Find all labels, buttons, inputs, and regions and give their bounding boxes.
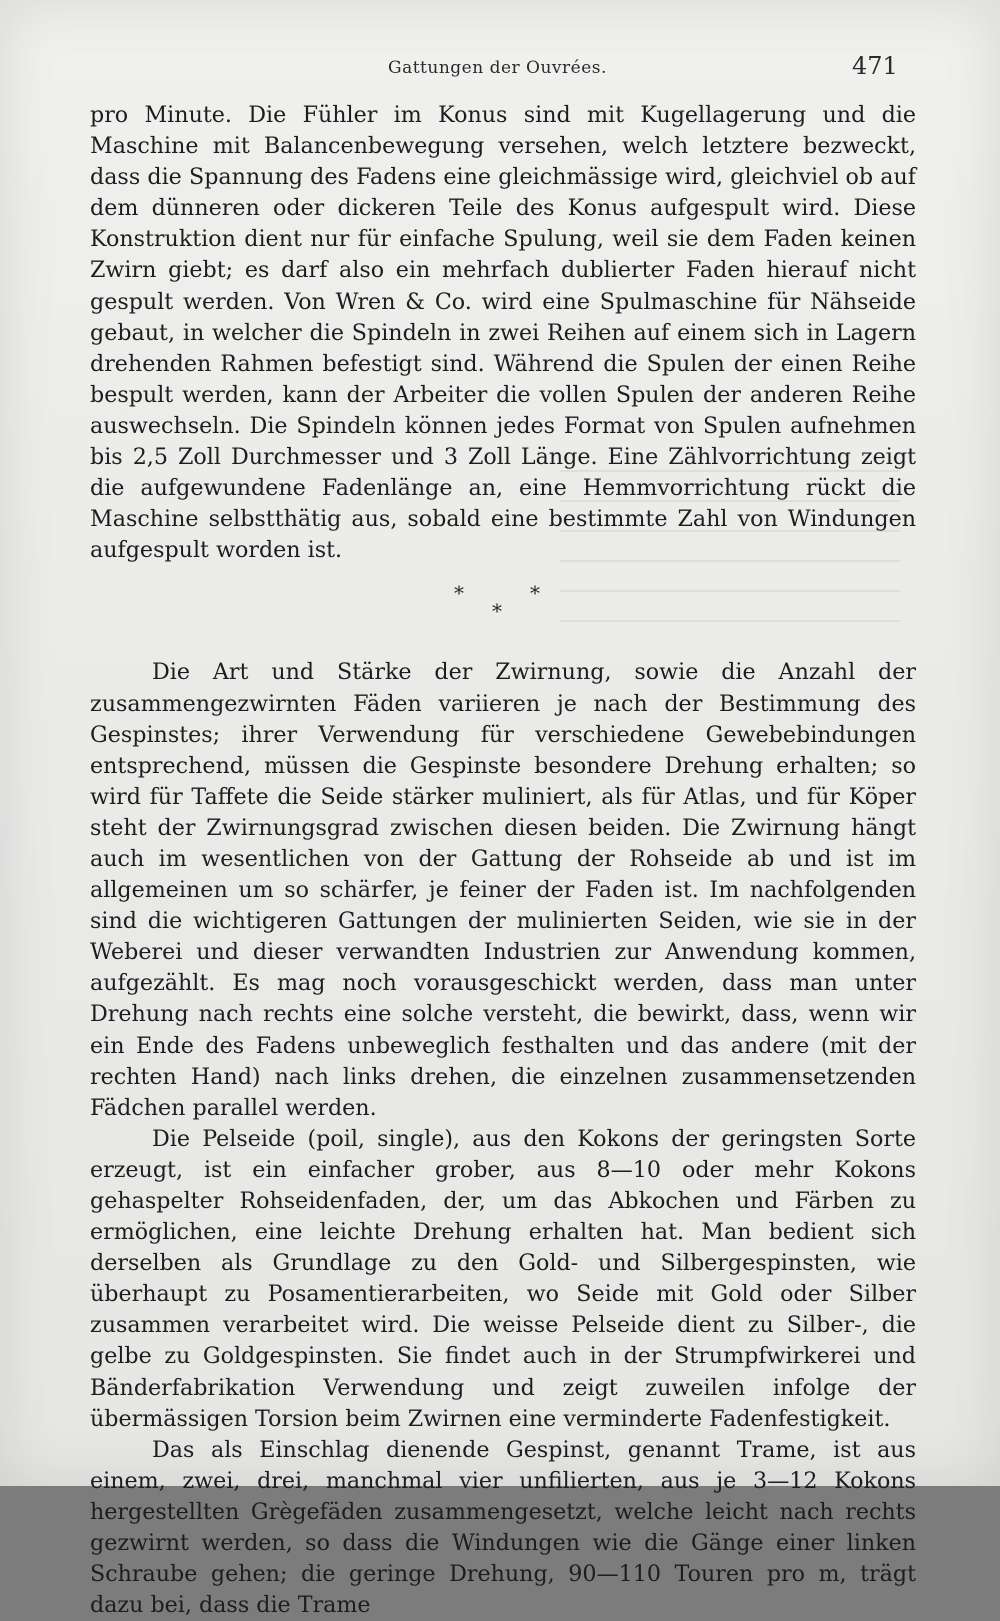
- asterism: [454, 578, 554, 638]
- paragraph-trame: Das als Einschlag dienende Gespinst, genannt Trame, ist aus einem, zwei, drei, manchmal vier unfilierten, aus je 3—12 Kokons hergestellten Grègefäden zusammengesetzt, welche leicht nach rechts gezwirnt werden, so dass die Windungen wie die Gänge einer linken Schraube gehen; die geringe Drehung, 90—110 Touren pro m, trägt dazu bei, dass die Trame: [90, 1436, 916, 1619]
- paragraph-twisting: Die Art und Stärke der Zwirnung, sowie die Anzahl der zusammengezwirnten Fäden variieren je nach der Bestimmung des Gespinstes; ihrer Verwendung für verschiedene Gewebebindungen entsprechend, müssen die Gespinste besondere Drehung erhalten; so wird für Taffete die Seide stärker muliniert, als für Atlas, und für Köper steht der Zwirnungsgrad zwischen diesen beiden. Die Zwirnung hängt auch im wesentlichen von der Gattung der Rohseide ab und ist im allgemeinen um so schärfer, je feiner der Faden ist. Im nachfolgenden sind die wichtigeren Gattungen der mulinierten Seiden, wie sie in der Weberei und dieser verwandten Industrien zur Anwendung kommen, aufgezählt. Es mag noch vorausgeschickt werden, dass man unter Drehung nach rechts eine solche versteht, die bewirkt, dass, wenn wir ein Ende des Fadens unbeweglich festhalten und das andere (mit der rechten Hand) nach links drehen, die einzelnen zusammensetzenden Fädchen parallel werden.: [90, 659, 916, 1121]
- page-number: 471: [852, 52, 898, 80]
- running-head: [0, 52, 1000, 88]
- running-title: Gattungen der Ouvrées.: [388, 58, 607, 78]
- paragraph-pelseide: Die Pelseide (poil, single), aus den Kokons der geringsten Sorte erzeugt, ist ein einfacher grober, aus 8—10 oder mehr Kokons gehaspelter Rohseidenfaden, der, um das Abkochen und Färben zu ermöglichen, eine leichte Drehung erhalten hat. Man bedient sich derselben als Grundlage zu den Gold- und Silbergespinsten, wie überhaupt zu Posamentierarbeiten, wo Seide mit Gold oder Silber zusammen verarbeitet wird. Die weisse Pelseide dient zu Silber-, die gelbe zu Goldgespinsten. Sie findet auch in der Strumpfwirkerei und Bänderfabrikation Verwendung und zeigt zuweilen infolge der übermässigen Torsion beim Zwirnen eine verminderte Fadenfestigkeit.: [90, 1125, 916, 1432]
- asterisk: *: [454, 581, 464, 606]
- body-text: [90, 100, 916, 1621]
- paragraph-continuation: pro Minute. Die Fühler im Konus sind mit Kugellagerung und die Maschine mit Balancenbewegung versehen, welch letztere bezweckt, dass die Spannung des Fadens eine gleichmässige wird, gleichviel ob auf dem dünneren oder dickeren Teile des Konus aufgespult wird. Diese Konstruktion dient nur für einfache Spulung, weil sie dem Faden keinen Zwirn giebt; es darf also ein mehrfach dublierter Faden hierauf nicht gespult werden. Von Wren & Co. wird eine Spulmaschine für Nähseide gebaut, in welcher die Spindeln in zwei Reihen auf einem sich in Lagern drehenden Rahmen befestigt sind. Während die Spulen der einen Reihe bespult werden, kann der Arbeiter die vollen Spulen der anderen Reihe auswechseln. Die Spindeln können jedes Format von Spulen aufnehmen bis 2,5 Zoll Durchmesser und 3 Zoll Länge. Eine Zählvorrichtung zeigt die aufgewundene Fadenlänge an, eine Hemmvorrichtung rückt die Maschine selbstthätig aus, sobald eine bestimmte Zahl von Windungen aufgespult worden ist.: [90, 102, 916, 564]
- asterisk: *: [492, 599, 502, 624]
- section-separator: [90, 566, 916, 657]
- asterisk: *: [530, 581, 540, 606]
